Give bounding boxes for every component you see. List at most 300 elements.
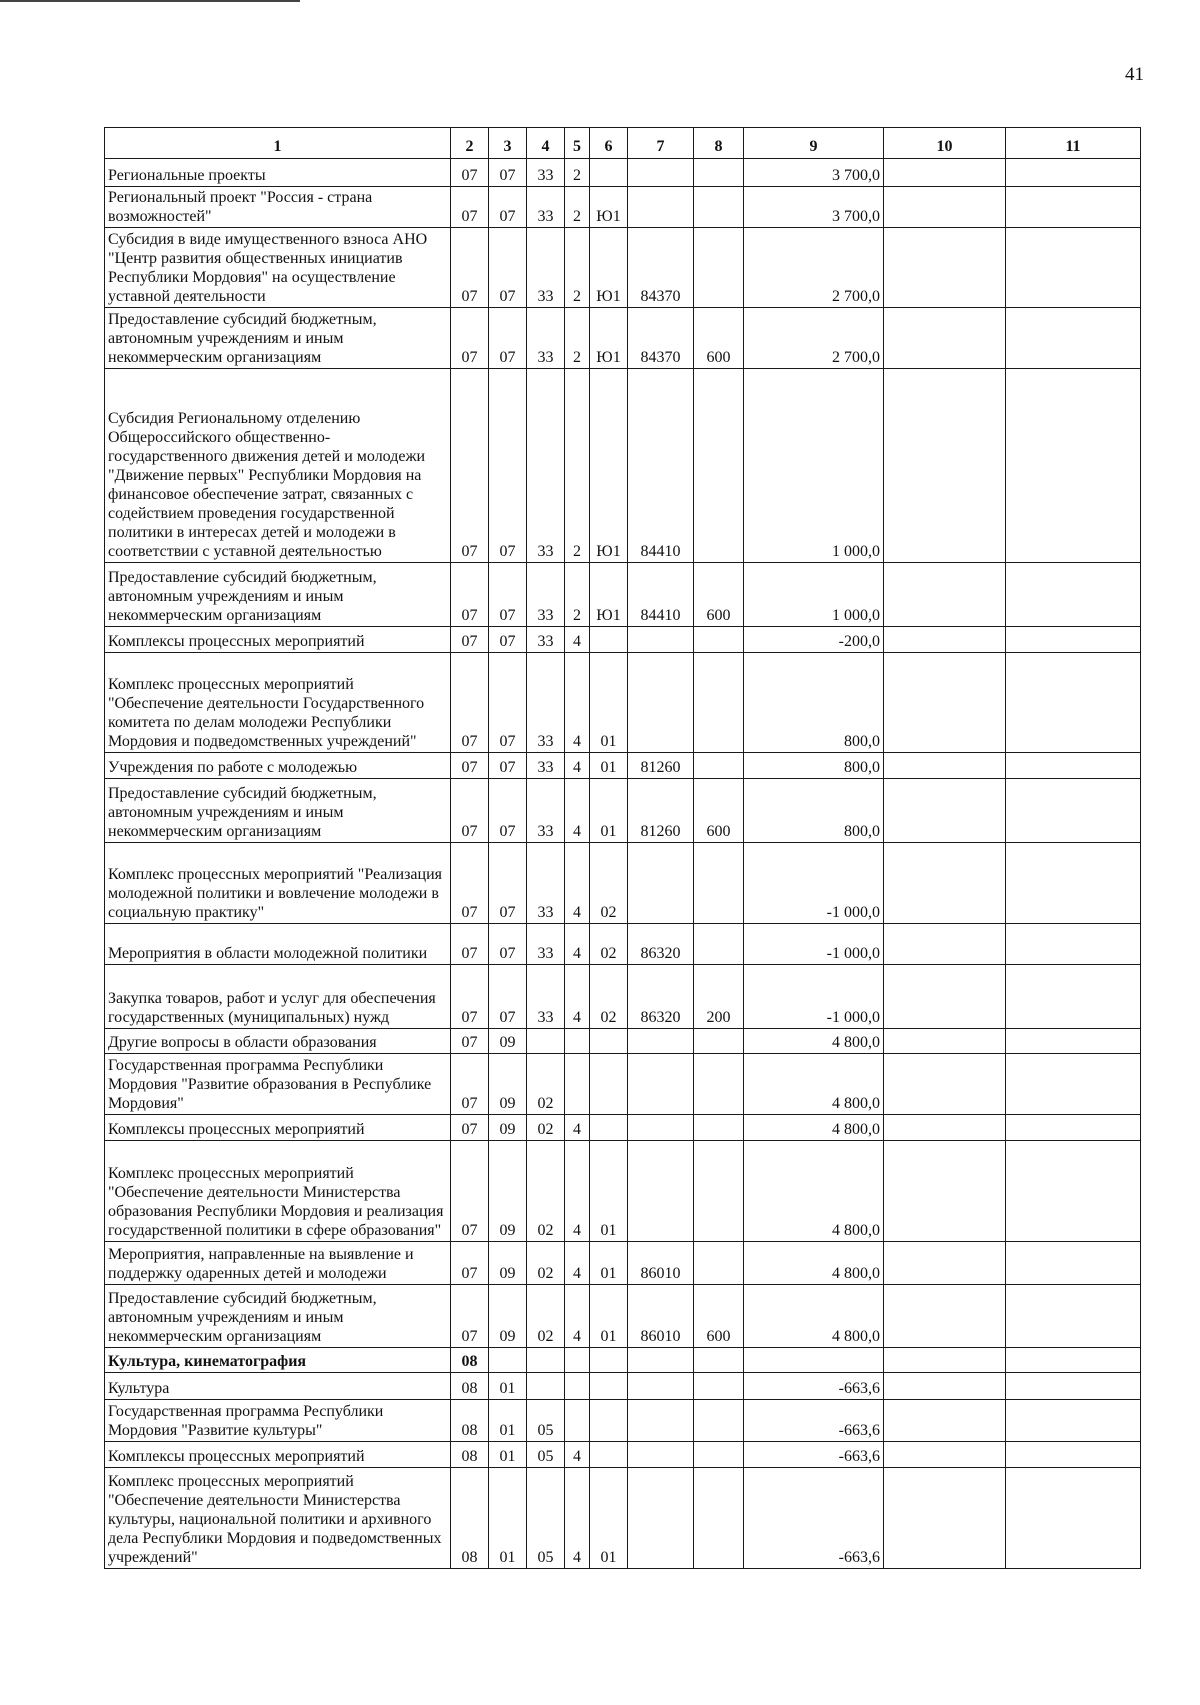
- row-name-cell: Комплекс процессных мероприятий "Обеспечение деятельности Министерства культуры, национальной политики и архивного дела Республики Мордовия и подведомственных учреждений": [105, 1468, 451, 1569]
- code-cell: 07: [489, 308, 527, 369]
- code-cell: 07: [451, 965, 489, 1029]
- amount-cell: 4 800,0: [744, 1115, 884, 1141]
- code-cell: [694, 187, 744, 228]
- amount-cell: [884, 563, 1006, 627]
- code-cell: 02: [590, 843, 628, 924]
- amount-cell: -200,0: [744, 627, 884, 653]
- code-cell: 01: [590, 1468, 628, 1569]
- code-cell: 08: [451, 1400, 489, 1442]
- column-header: 9: [744, 128, 884, 159]
- code-cell: 4: [565, 1242, 590, 1285]
- code-cell: [590, 1442, 628, 1468]
- code-cell: Ю1: [590, 228, 628, 308]
- table-row: [105, 627, 1141, 653]
- code-cell: 07: [451, 1029, 489, 1054]
- amount-cell: [884, 843, 1006, 924]
- code-cell: 07: [489, 228, 527, 308]
- code-cell: [694, 369, 744, 563]
- code-cell: [628, 187, 694, 228]
- row-name-cell: Закупка товаров, работ и услуг для обеспечения государственных (муниципальных) нужд: [105, 965, 451, 1029]
- code-cell: 05: [527, 1442, 565, 1468]
- column-header: 4: [527, 128, 565, 159]
- amount-cell: [1006, 308, 1141, 369]
- code-cell: 86320: [628, 924, 694, 965]
- code-cell: [590, 1029, 628, 1054]
- amount-cell: [1006, 1141, 1141, 1242]
- code-cell: 07: [489, 779, 527, 843]
- amount-cell: -663,6: [744, 1442, 884, 1468]
- amount-cell: [884, 308, 1006, 369]
- row-name-cell: Субсидия Региональному отделению Общероссийского общественно-государственного движения детей и молодежи "Движение первых" Республики Мордовия на финансовое обеспечение затрат, связанных с содействием проведения государственной политики в интересах детей и молодежи в соответствии с уставной деятельностью: [105, 369, 451, 563]
- code-cell: 07: [489, 924, 527, 965]
- code-cell: 01: [590, 1141, 628, 1242]
- amount-cell: [1006, 1348, 1141, 1373]
- code-cell: 01: [590, 753, 628, 779]
- column-header: 11: [1006, 128, 1141, 159]
- table-row: [105, 369, 1141, 563]
- code-cell: 4: [565, 779, 590, 843]
- code-cell: 600: [694, 1285, 744, 1348]
- code-cell: 4: [565, 924, 590, 965]
- code-cell: 02: [590, 965, 628, 1029]
- column-header: 7: [628, 128, 694, 159]
- code-cell: 07: [451, 159, 489, 187]
- code-cell: 09: [489, 1141, 527, 1242]
- code-cell: 02: [527, 1115, 565, 1141]
- code-cell: 05: [527, 1400, 565, 1442]
- code-cell: 2: [565, 228, 590, 308]
- code-cell: [694, 1400, 744, 1442]
- amount-cell: 4 800,0: [744, 1285, 884, 1348]
- code-cell: 33: [527, 843, 565, 924]
- amount-cell: [884, 627, 1006, 653]
- code-cell: [590, 1054, 628, 1115]
- code-cell: 01: [590, 653, 628, 753]
- code-cell: 07: [451, 1242, 489, 1285]
- code-cell: 01: [590, 1242, 628, 1285]
- code-cell: 07: [451, 308, 489, 369]
- table-row: [105, 1373, 1141, 1400]
- code-cell: 86320: [628, 965, 694, 1029]
- code-cell: 02: [527, 1242, 565, 1285]
- code-cell: 01: [489, 1400, 527, 1442]
- table-row: [105, 563, 1141, 627]
- code-cell: 07: [489, 753, 527, 779]
- column-header: 3: [489, 128, 527, 159]
- table-row: [105, 228, 1141, 308]
- code-cell: 2: [565, 159, 590, 187]
- table-row: [105, 924, 1141, 965]
- code-cell: 07: [451, 563, 489, 627]
- amount-cell: [1006, 1242, 1141, 1285]
- amount-cell: [884, 1468, 1006, 1569]
- code-cell: [590, 1115, 628, 1141]
- code-cell: 07: [489, 369, 527, 563]
- table-row: [105, 1141, 1141, 1242]
- amount-cell: [884, 369, 1006, 563]
- amount-cell: [884, 1348, 1006, 1373]
- amount-cell: [1006, 1029, 1141, 1054]
- code-cell: [628, 1373, 694, 1400]
- row-name-cell: Субсидия в виде имущественного взноса АНО "Центр развития общественных инициатив Республики Мордовия" на осуществление уставной деятельности: [105, 228, 451, 308]
- code-cell: [694, 1348, 744, 1373]
- code-cell: 07: [451, 653, 489, 753]
- table-row: [105, 779, 1141, 843]
- table-row: [105, 1242, 1141, 1285]
- code-cell: 07: [451, 1115, 489, 1141]
- code-cell: [527, 1373, 565, 1400]
- code-cell: 33: [527, 228, 565, 308]
- amount-cell: 2 700,0: [744, 228, 884, 308]
- code-cell: 07: [451, 627, 489, 653]
- amount-cell: -663,6: [744, 1468, 884, 1569]
- amount-cell: [884, 753, 1006, 779]
- amount-cell: 3 700,0: [744, 159, 884, 187]
- code-cell: 09: [489, 1115, 527, 1141]
- code-cell: [565, 1400, 590, 1442]
- column-header: 1: [105, 128, 451, 159]
- code-cell: [694, 753, 744, 779]
- row-name-cell: Региональный проект "Россия - страна возможностей": [105, 187, 451, 228]
- page-number: 41: [1125, 64, 1144, 85]
- budget-table: [104, 127, 1141, 1569]
- code-cell: [565, 1373, 590, 1400]
- row-name-cell: Комплексы процессных мероприятий: [105, 627, 451, 653]
- amount-cell: [884, 779, 1006, 843]
- amount-cell: -1 000,0: [744, 965, 884, 1029]
- code-cell: 01: [590, 1285, 628, 1348]
- code-cell: 07: [489, 187, 527, 228]
- code-cell: [628, 1442, 694, 1468]
- amount-cell: [1006, 228, 1141, 308]
- code-cell: 07: [451, 843, 489, 924]
- table-row: [105, 1285, 1141, 1348]
- amount-cell: [884, 924, 1006, 965]
- table-row: [105, 1115, 1141, 1141]
- code-cell: Ю1: [590, 563, 628, 627]
- code-cell: 01: [489, 1468, 527, 1569]
- code-cell: [565, 1348, 590, 1373]
- amount-cell: [884, 1400, 1006, 1442]
- amount-cell: [1006, 1442, 1141, 1468]
- row-name-cell: Учреждения по работе с молодежью: [105, 753, 451, 779]
- code-cell: 81260: [628, 753, 694, 779]
- row-name-cell: Государственная программа Республики Мордовия "Развитие образования в Республике Мордовия": [105, 1054, 451, 1115]
- code-cell: 84410: [628, 563, 694, 627]
- code-cell: [628, 1468, 694, 1569]
- row-name-cell: Культура, кинематография: [105, 1348, 451, 1373]
- amount-cell: [1006, 1054, 1141, 1115]
- amount-cell: 4 800,0: [744, 1242, 884, 1285]
- table-row: [105, 1400, 1141, 1442]
- code-cell: [628, 1141, 694, 1242]
- amount-cell: [884, 1141, 1006, 1242]
- code-cell: [590, 1400, 628, 1442]
- code-cell: 33: [527, 779, 565, 843]
- code-cell: 07: [451, 779, 489, 843]
- code-cell: [694, 1141, 744, 1242]
- amount-cell: [884, 1373, 1006, 1400]
- table-row: [105, 1468, 1141, 1569]
- row-name-cell: Другие вопросы в области образования: [105, 1029, 451, 1054]
- row-name-cell: Предоставление субсидий бюджетным, автономным учреждениям и иным некоммерческим организациям: [105, 779, 451, 843]
- amount-cell: 2 700,0: [744, 308, 884, 369]
- code-cell: Ю1: [590, 187, 628, 228]
- amount-cell: 800,0: [744, 753, 884, 779]
- code-cell: 2: [565, 369, 590, 563]
- table-row: [105, 1442, 1141, 1468]
- table-row: [105, 1348, 1141, 1373]
- amount-cell: [884, 1285, 1006, 1348]
- code-cell: [694, 1468, 744, 1569]
- code-cell: 33: [527, 924, 565, 965]
- amount-cell: [744, 1348, 884, 1373]
- amount-cell: 4 800,0: [744, 1141, 884, 1242]
- code-cell: [694, 1373, 744, 1400]
- code-cell: 84410: [628, 369, 694, 563]
- code-cell: 4: [565, 843, 590, 924]
- amount-cell: [1006, 187, 1141, 228]
- column-header: 5: [565, 128, 590, 159]
- amount-cell: [884, 965, 1006, 1029]
- amount-cell: [1006, 1373, 1141, 1400]
- code-cell: 07: [451, 228, 489, 308]
- code-cell: [694, 228, 744, 308]
- amount-cell: [884, 1029, 1006, 1054]
- row-name-cell: Государственная программа Республики Мордовия "Развитие культуры": [105, 1400, 451, 1442]
- table-row: [105, 1029, 1141, 1054]
- code-cell: 33: [527, 308, 565, 369]
- code-cell: 09: [489, 1285, 527, 1348]
- code-cell: [628, 627, 694, 653]
- amount-cell: [884, 1442, 1006, 1468]
- code-cell: 200: [694, 965, 744, 1029]
- top-rule: [0, 0, 300, 2]
- column-header: 10: [884, 128, 1006, 159]
- code-cell: 33: [527, 965, 565, 1029]
- code-cell: 02: [527, 1141, 565, 1242]
- amount-cell: -663,6: [744, 1373, 884, 1400]
- column-header: 6: [590, 128, 628, 159]
- amount-cell: [884, 159, 1006, 187]
- amount-cell: [884, 1054, 1006, 1115]
- code-cell: 4: [565, 627, 590, 653]
- code-cell: 600: [694, 563, 744, 627]
- code-cell: 07: [451, 924, 489, 965]
- row-name-cell: Региональные проекты: [105, 159, 451, 187]
- code-cell: [628, 653, 694, 753]
- code-cell: 07: [489, 843, 527, 924]
- code-cell: 02: [527, 1285, 565, 1348]
- code-cell: 4: [565, 753, 590, 779]
- code-cell: [565, 1029, 590, 1054]
- code-cell: 09: [489, 1242, 527, 1285]
- amount-cell: 4 800,0: [744, 1029, 884, 1054]
- table-row: [105, 187, 1141, 228]
- code-cell: 07: [489, 563, 527, 627]
- code-cell: 08: [451, 1373, 489, 1400]
- code-cell: 600: [694, 308, 744, 369]
- amount-cell: 4 800,0: [744, 1054, 884, 1115]
- row-name-cell: Мероприятия в области молодежной политики: [105, 924, 451, 965]
- code-cell: [694, 1029, 744, 1054]
- code-cell: [565, 1054, 590, 1115]
- code-cell: 4: [565, 1285, 590, 1348]
- code-cell: 01: [489, 1373, 527, 1400]
- code-cell: 02: [527, 1054, 565, 1115]
- row-name-cell: Комплекс процессных мероприятий "Обеспечение деятельности Министерства образования Республики Мордовия и реализация государственной политики в сфере образования": [105, 1141, 451, 1242]
- amount-cell: [884, 1115, 1006, 1141]
- code-cell: [694, 1054, 744, 1115]
- code-cell: 07: [451, 187, 489, 228]
- code-cell: [590, 627, 628, 653]
- row-name-cell: Предоставление субсидий бюджетным, автономным учреждениям и иным некоммерческим организациям: [105, 563, 451, 627]
- code-cell: 07: [451, 1141, 489, 1242]
- code-cell: [590, 159, 628, 187]
- code-cell: [590, 1348, 628, 1373]
- code-cell: 86010: [628, 1285, 694, 1348]
- code-cell: Ю1: [590, 308, 628, 369]
- amount-cell: [884, 1242, 1006, 1285]
- amount-cell: [1006, 1468, 1141, 1569]
- code-cell: 07: [489, 159, 527, 187]
- code-cell: 4: [565, 1115, 590, 1141]
- amount-cell: [884, 228, 1006, 308]
- amount-cell: -1 000,0: [744, 924, 884, 965]
- code-cell: 84370: [628, 228, 694, 308]
- amount-cell: [1006, 653, 1141, 753]
- amount-cell: [884, 187, 1006, 228]
- row-name-cell: Комплекс процессных мероприятий "Обеспечение деятельности Государственного комитета по делам молодежи Республики Мордовия и подведомственных учреждений": [105, 653, 451, 753]
- code-cell: [628, 1054, 694, 1115]
- code-cell: [628, 159, 694, 187]
- code-cell: 07: [451, 1054, 489, 1115]
- amount-cell: [1006, 924, 1141, 965]
- code-cell: [694, 653, 744, 753]
- amount-cell: [1006, 965, 1141, 1029]
- amount-cell: [884, 653, 1006, 753]
- amount-cell: [1006, 369, 1141, 563]
- amount-cell: [1006, 1285, 1141, 1348]
- amount-cell: -663,6: [744, 1400, 884, 1442]
- code-cell: 09: [489, 1054, 527, 1115]
- code-cell: [628, 1115, 694, 1141]
- code-cell: 08: [451, 1348, 489, 1373]
- code-cell: [628, 1029, 694, 1054]
- code-cell: [527, 1348, 565, 1373]
- table-row: [105, 308, 1141, 369]
- code-cell: [527, 1029, 565, 1054]
- code-cell: [694, 924, 744, 965]
- code-cell: [694, 1242, 744, 1285]
- code-cell: 4: [565, 965, 590, 1029]
- code-cell: [694, 843, 744, 924]
- code-cell: 81260: [628, 779, 694, 843]
- amount-cell: [1006, 753, 1141, 779]
- amount-cell: [1006, 779, 1141, 843]
- amount-cell: 1 000,0: [744, 369, 884, 563]
- code-cell: 07: [489, 627, 527, 653]
- code-cell: [694, 1442, 744, 1468]
- code-cell: 33: [527, 159, 565, 187]
- table-row: [105, 1054, 1141, 1115]
- header-row: [105, 128, 1141, 159]
- column-header: 2: [451, 128, 489, 159]
- row-name-cell: Предоставление субсидий бюджетным, автономным учреждениям и иным некоммерческим организациям: [105, 1285, 451, 1348]
- amount-cell: 800,0: [744, 653, 884, 753]
- code-cell: [694, 1115, 744, 1141]
- table-row: [105, 843, 1141, 924]
- code-cell: [694, 159, 744, 187]
- code-cell: 4: [565, 1141, 590, 1242]
- amount-cell: -1 000,0: [744, 843, 884, 924]
- amount-cell: 3 700,0: [744, 187, 884, 228]
- amount-cell: 1 000,0: [744, 563, 884, 627]
- code-cell: 07: [451, 1285, 489, 1348]
- code-cell: 33: [527, 187, 565, 228]
- code-cell: Ю1: [590, 369, 628, 563]
- row-name-cell: Предоставление субсидий бюджетным, автономным учреждениям и иным некоммерческим организациям: [105, 308, 451, 369]
- row-name-cell: Комплексы процессных мероприятий: [105, 1442, 451, 1468]
- amount-cell: 800,0: [744, 779, 884, 843]
- code-cell: 05: [527, 1468, 565, 1569]
- table-row: [105, 965, 1141, 1029]
- code-cell: 4: [565, 653, 590, 753]
- code-cell: 07: [489, 965, 527, 1029]
- code-cell: [628, 1348, 694, 1373]
- code-cell: 2: [565, 187, 590, 228]
- table-body: [105, 159, 1141, 1569]
- amount-cell: [1006, 1115, 1141, 1141]
- code-cell: 33: [527, 753, 565, 779]
- code-cell: 2: [565, 563, 590, 627]
- row-name-cell: Комплекс процессных мероприятий "Реализация молодежной политики и вовлечение молодежи в социальную практику": [105, 843, 451, 924]
- code-cell: 02: [590, 924, 628, 965]
- code-cell: 33: [527, 369, 565, 563]
- code-cell: 4: [565, 1442, 590, 1468]
- code-cell: 01: [489, 1442, 527, 1468]
- code-cell: 600: [694, 779, 744, 843]
- amount-cell: [1006, 159, 1141, 187]
- code-cell: 08: [451, 1468, 489, 1569]
- amount-cell: [1006, 627, 1141, 653]
- amount-cell: [1006, 563, 1141, 627]
- code-cell: 84370: [628, 308, 694, 369]
- code-cell: [590, 1373, 628, 1400]
- code-cell: 86010: [628, 1242, 694, 1285]
- row-name-cell: Культура: [105, 1373, 451, 1400]
- code-cell: [489, 1348, 527, 1373]
- amount-cell: [1006, 1400, 1141, 1442]
- table-row: [105, 753, 1141, 779]
- code-cell: 4: [565, 1468, 590, 1569]
- amount-cell: [1006, 843, 1141, 924]
- code-cell: 07: [451, 753, 489, 779]
- code-cell: 33: [527, 653, 565, 753]
- code-cell: [628, 1400, 694, 1442]
- column-header: 8: [694, 128, 744, 159]
- code-cell: 08: [451, 1442, 489, 1468]
- table-row: [105, 159, 1141, 187]
- code-cell: 33: [527, 563, 565, 627]
- code-cell: 09: [489, 1029, 527, 1054]
- code-cell: 33: [527, 627, 565, 653]
- code-cell: 2: [565, 308, 590, 369]
- table-row: [105, 653, 1141, 753]
- code-cell: 07: [489, 653, 527, 753]
- code-cell: 07: [451, 369, 489, 563]
- row-name-cell: Мероприятия, направленные на выявление и поддержку одаренных детей и молодежи: [105, 1242, 451, 1285]
